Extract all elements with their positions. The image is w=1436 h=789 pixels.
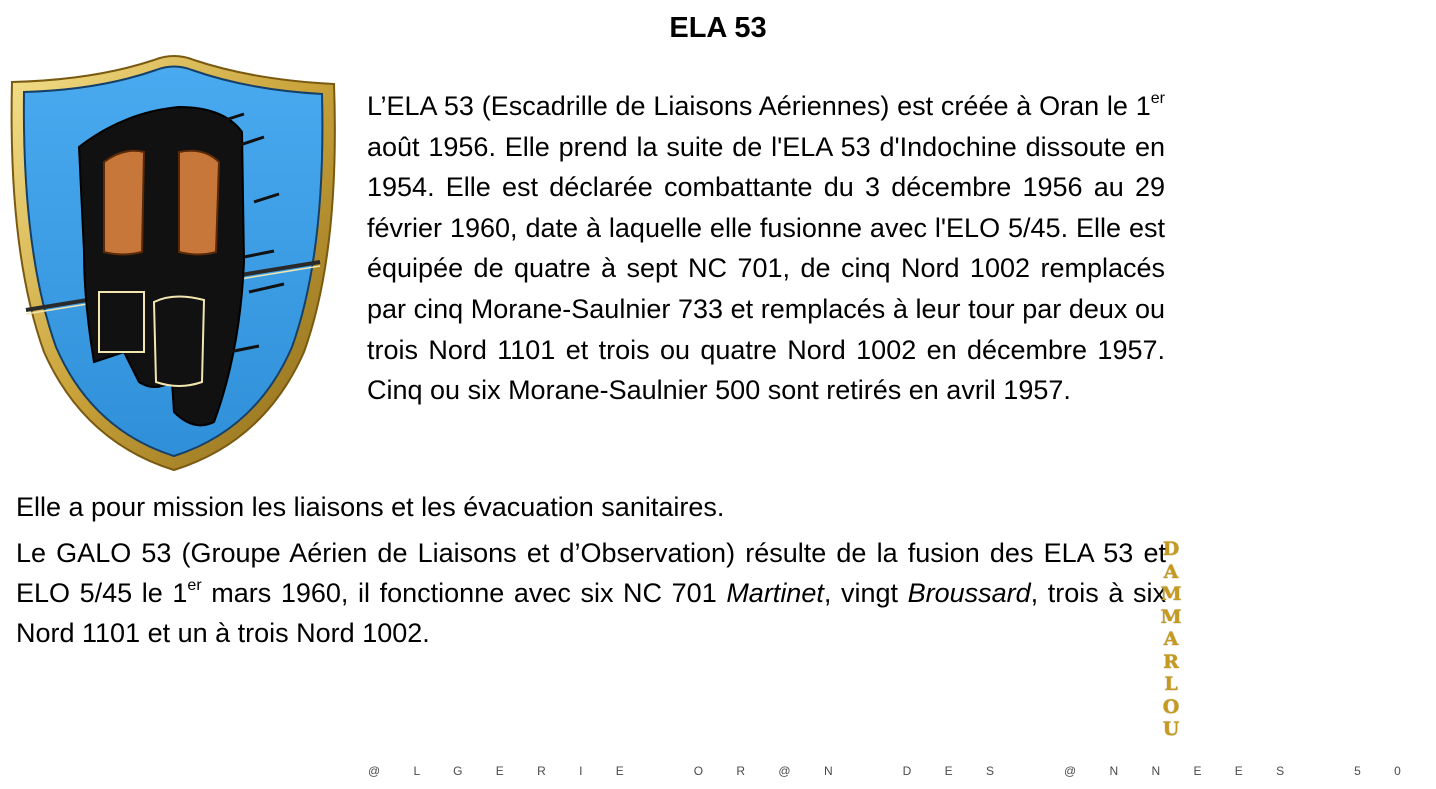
signature-letter: U	[1162, 718, 1180, 740]
signature-letter: R	[1163, 650, 1179, 673]
author-signature	[1160, 538, 1182, 741]
signature-letter: D	[1162, 538, 1180, 560]
galo-text-4: , trois à six Nord 1101 et un à trois Nord 1002.	[16, 578, 1167, 648]
signature-letter: M	[1160, 583, 1182, 605]
aircraft-name-broussard: Broussard	[907, 578, 1031, 608]
galo-text-1: Le GALO 53 (Groupe Aérien de Liaisons et d’Observation) résulte de la fusion des ELA 53 et ELO 5/45 le 1	[16, 538, 1166, 608]
ordinal-suffix: er	[187, 577, 202, 594]
signature-letter: A	[1163, 560, 1179, 583]
ela53-insignia-icon	[4, 52, 342, 472]
intro-text-1: L’ELA 53 (Escadrille de Liaisons Aériennes) est créée à Oran le 1	[367, 91, 1151, 121]
footer-watermark: @ L G E R I E O R @ N D E S @ N N E E S 5 0	[368, 764, 1416, 778]
galo-text-2: mars 1960, il fonctionne avec six NC 701	[201, 578, 727, 608]
intro-text-2: août 1956. Elle prend la suite de l'ELA 53 d'Indochine dissoute en 1954. Elle est déclarée combattante du 3 décembre 1956 au 29 février 1960, date à laquelle elle fusionne avec l'ELO 5/45. Elle est équipée de quatre à sept NC 701, de cinq Nord 1002 remplacés par cinq Morane-Saulnier 733 et remplacés à leur tour par deux ou trois Nord 1101 et trois ou quatre Nord 1002 en décembre 1957. Cinq ou six Morane-Saulnier 500 sont retirés en avril 1957.	[367, 131, 1165, 406]
mission-paragraph: Elle a pour mission les liaisons et les évacuation sanitaires.	[16, 492, 725, 522]
aircraft-name-martinet: Martinet	[726, 578, 824, 608]
galo-text-3: , vingt	[823, 578, 908, 608]
ordinal-suffix: er	[1150, 90, 1165, 107]
galo-paragraph	[16, 533, 1166, 653]
signature-letter: M	[1160, 605, 1182, 628]
signature-letter: L	[1164, 673, 1178, 695]
signature-letter: O	[1162, 695, 1180, 718]
intro-paragraph	[367, 86, 1165, 411]
signature-letter: A	[1163, 628, 1179, 650]
page-title: ELA 53	[669, 12, 767, 44]
